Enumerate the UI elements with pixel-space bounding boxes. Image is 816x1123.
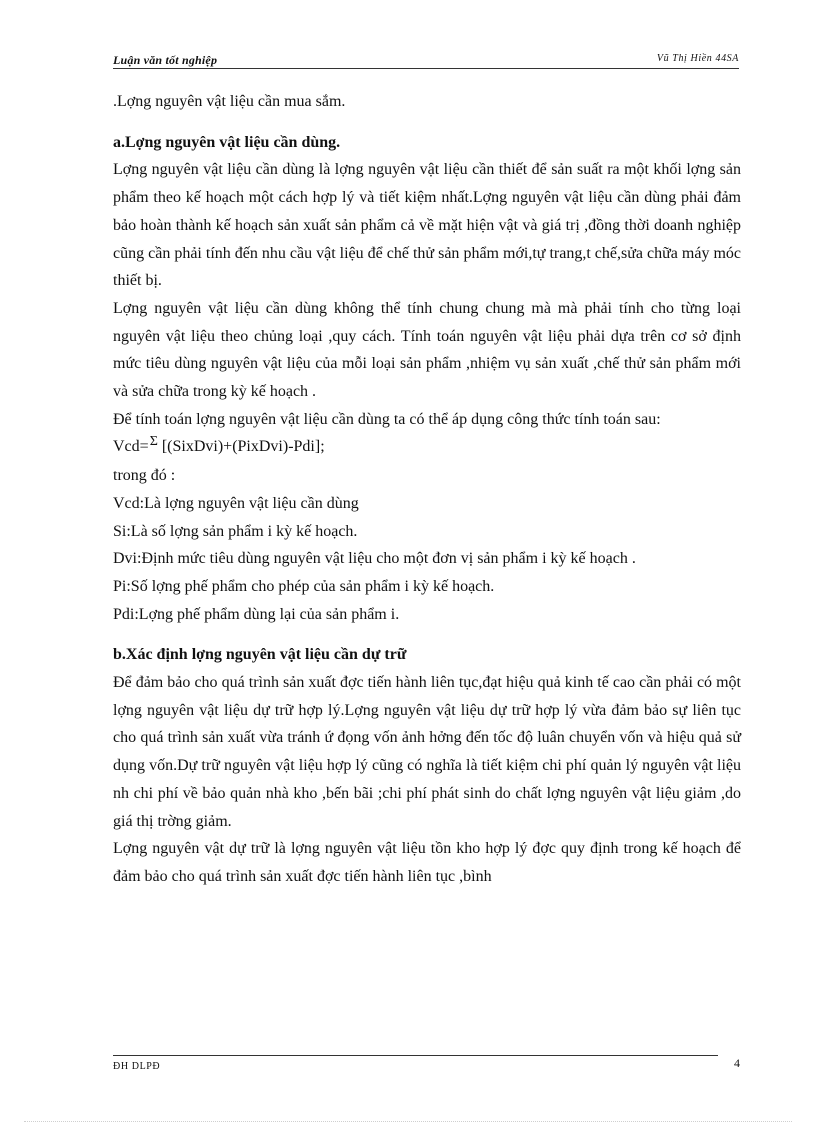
formula bbox=[113, 433, 741, 462]
page-header bbox=[113, 50, 739, 69]
spacer bbox=[113, 116, 741, 129]
footer-university: ĐH DLPĐ bbox=[113, 1061, 161, 1072]
section-a-paragraph: Lợng nguyên vật liệu cần dùng không thể tính chung chung mà mà phải tính cho từng loại nguyên vật liệu theo chủng loại ,quy cách. Tính toán nguyên vật liệu phải dựa trên cơ sở định mức tiêu dùng nguyên vật liệu của mỗi loại sản phẩm ,nhiệm vụ sản xuất ,chế thử sản phẩm mới và sửa chữa trong kỳ kế hoạch . bbox=[113, 299, 741, 401]
definition-item: Pi:Số lợng phế phẩm cho phép của sản phẩm i kỳ kế hoạch. bbox=[113, 577, 495, 595]
section-b-paragraph: Lợng nguyên vật dự trữ là lợng nguyên vật liệu tồn kho hợp lý đợc quy định trong kế hoạch để đảm bảo cho quá trình sản xuất đợc tiến hành liên tục ,bình bbox=[113, 840, 741, 885]
definition-item: Si:Là số lợng sản phẩm i kỳ kế hoạch. bbox=[113, 522, 358, 540]
page-number: 4 bbox=[734, 1056, 740, 1070]
section-a-paragraph: Để tính toán lợng nguyên vật liệu cần dùng ta có thể áp dụng công thức tính toán sau: bbox=[113, 410, 661, 428]
formula-left: Vcd= bbox=[113, 438, 149, 456]
definition-item: Dvi:Định mức tiêu dùng nguyên vật liệu cho một đơn vị sản phẩm i kỳ kế hoạch . bbox=[113, 550, 636, 568]
section-a-paragraph: Lợng nguyên vật liệu cần dùng là lợng nguyên vật liệu cần thiết để sản suất ra một khối lợng sản phẩm theo kế hoạch một cách hợp lý và tiết kiệm nhất.Lợng nguyên vật liệu cần dùng phải đảm bảo hoàn thành kế hoạch sản xuất sản phẩm cả về mặt hiện vật và giá trị ,đồng thời doanh nghiệp cũng cần phải tính đến nhu cầu vật liệu để chế thử sản phẩm mới,tự trang,t chế,sửa chữa máy móc thiết bị. bbox=[113, 161, 741, 290]
section-b-title: b.Xác định lợng nguyên vật liệu cần dự trữ bbox=[113, 646, 407, 664]
section-b-paragraph: Để đảm bảo cho quá trình sản xuất đợc tiến hành liên tục,đạt hiệu quả kinh tế cao cần phải có một lợng nguyên vật liệu dự trữ hợp lý.Lợng nguyên vật liệu dự trữ hợp lý vừa đảm bảo sự liên tục cho quá trình sản xuất vừa tránh ứ đọng vốn ảnh hởng đến tốc độ luân chuyển vốn và hiệu quả sử dụng vốn.Dự trữ nguyên vật liệu hợp lý cũng có nghĩa là tiết kiệm chi phí quản lý nguyên vật liệu nh chi phí về bảo quản nhà kho ,bến bãi ;chi phí phát sinh do chất lợng nguyên vật liệu giảm ,do giá thị trờng giảm. bbox=[113, 674, 741, 830]
header-thesis-label: Luận văn tốt nghiệp bbox=[113, 53, 218, 67]
definition-item: Pdi:Lợng phế phẩm dùng lại của sản phẩm i. bbox=[113, 605, 400, 623]
page-body bbox=[113, 88, 741, 891]
intro-line: .Lợng nguyên vật liệu cần mua sắm. bbox=[113, 93, 346, 110]
header-author: Vũ Thị Hiền 44SA bbox=[656, 53, 739, 64]
spacer bbox=[113, 628, 741, 641]
sigma-symbol: Σ bbox=[149, 434, 158, 450]
formula-right: [(SixDvi)+(PixDvi)-Pdi]; bbox=[157, 438, 325, 456]
footer-rule bbox=[113, 1055, 718, 1056]
where-label: trong đó : bbox=[113, 467, 176, 485]
definition-item: Vcd:Là lợng nguyên vật liệu cần dùng bbox=[113, 494, 359, 512]
section-a-title: a.Lợng nguyên vật liệu cần dùng. bbox=[113, 133, 341, 151]
page-edge-divider bbox=[24, 1121, 792, 1122]
